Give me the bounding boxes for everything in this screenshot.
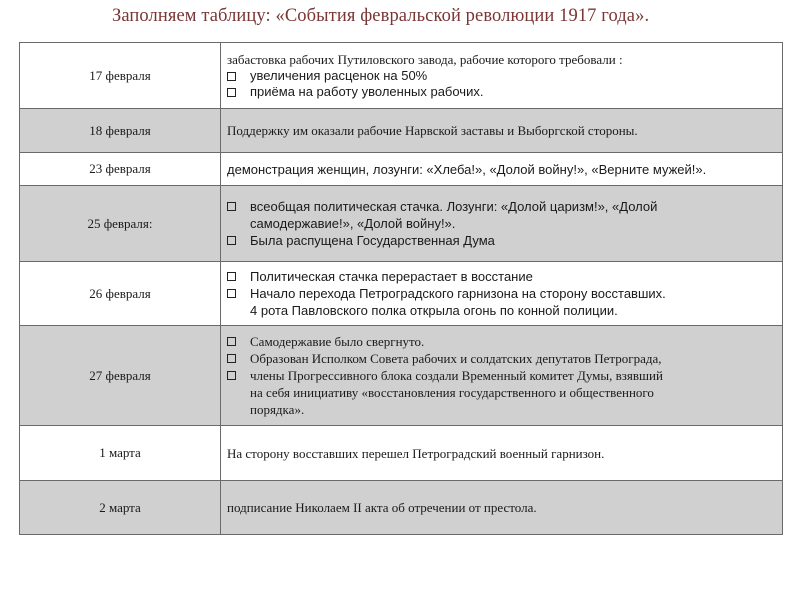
table-row [20,481,783,535]
event-cell [221,186,783,262]
date-cell: 23 февраля [20,153,221,186]
list-item [227,68,776,84]
date-cell: 27 февраля [20,326,221,426]
table-row [20,43,783,109]
date-cell: 18 февраля [20,109,221,153]
list-item-text: увеличения расценок на 50% [250,68,428,83]
event-cell: На сторону восставших перешел Петроградский военный гарнизон. [221,426,783,481]
checkbox-bullet-icon [227,272,236,281]
list-item-text: Политическая стачка перерастает в восстание [250,269,533,284]
checkbox-bullet-icon [227,202,236,211]
event-cell: подписание Николаем II акта об отречении от престола. [221,481,783,535]
checkbox-bullet-icon [227,337,236,346]
list-item [227,285,776,302]
list-item-text: Начало перехода Петроградского гарнизона на сторону восставших. [250,286,666,301]
list-item-text: члены Прогрессивного блока создали Временный комитет Думы, взявший [250,368,663,383]
event-cell: Поддержку им оказали рабочие Нарвской заставы и Выборгской стороны. [221,109,783,153]
checkbox-bullet-icon [227,289,236,298]
date-cell: 2 марта [20,481,221,535]
event-cell: демонстрация женщин, лозунги: «Хлеба!», «Долой войну!», «Верните мужей!». [221,153,783,186]
list-item [227,350,776,367]
date-cell: 1 марта [20,426,221,481]
table-row [20,153,783,186]
list-item-text: Самодержавие было свергнуто. [250,334,425,349]
table-row [20,262,783,326]
page-title: Заполняем таблицу: «События февральской революции 1917 года». [112,6,650,26]
list-item-continuation: самодержавие!», «Долой войну!». [250,216,456,231]
list-item-continuation: на себя инициативу «восстановления государственного и общественного [250,385,654,400]
date-cell: 25 февраля: [20,186,221,262]
date-cell: 17 февраля [20,43,221,109]
checkbox-bullet-icon [227,88,236,97]
list-item-continuation: порядка». [250,402,305,417]
checkbox-bullet-icon [227,371,236,380]
event-cell [221,43,783,109]
event-cell [221,326,783,426]
list-item-text: Была распущена Государственная Дума [250,233,495,248]
list-item-text: Образован Исполком Совета рабочих и солдатских депутатов Петрограда, [250,351,662,366]
event-text: забастовка рабочих Путиловского завода, рабочие которого требовали : [227,52,623,67]
table-row [20,426,783,481]
list-item-continuation: 4 рота Павловского полка открыла огонь по конной полиции. [250,303,618,318]
list-item-text: всеобщая политическая стачка. Лозунги: «Долой царизм!», «Долой [250,199,658,214]
events-table [19,42,783,535]
list-item [227,268,776,285]
checkbox-bullet-icon [227,236,236,245]
checkbox-bullet-icon [227,72,236,81]
list-item [227,198,776,215]
list-item [227,333,776,350]
date-cell: 26 февраля [20,262,221,326]
event-cell [221,262,783,326]
table-row [20,109,783,153]
list-item [227,84,776,100]
list-item [227,367,776,384]
list-item [227,232,776,249]
list-item-text: приёма на работу уволенных рабочих. [250,84,484,99]
table-row [20,326,783,426]
checkbox-bullet-icon [227,354,236,363]
table-row [20,186,783,262]
